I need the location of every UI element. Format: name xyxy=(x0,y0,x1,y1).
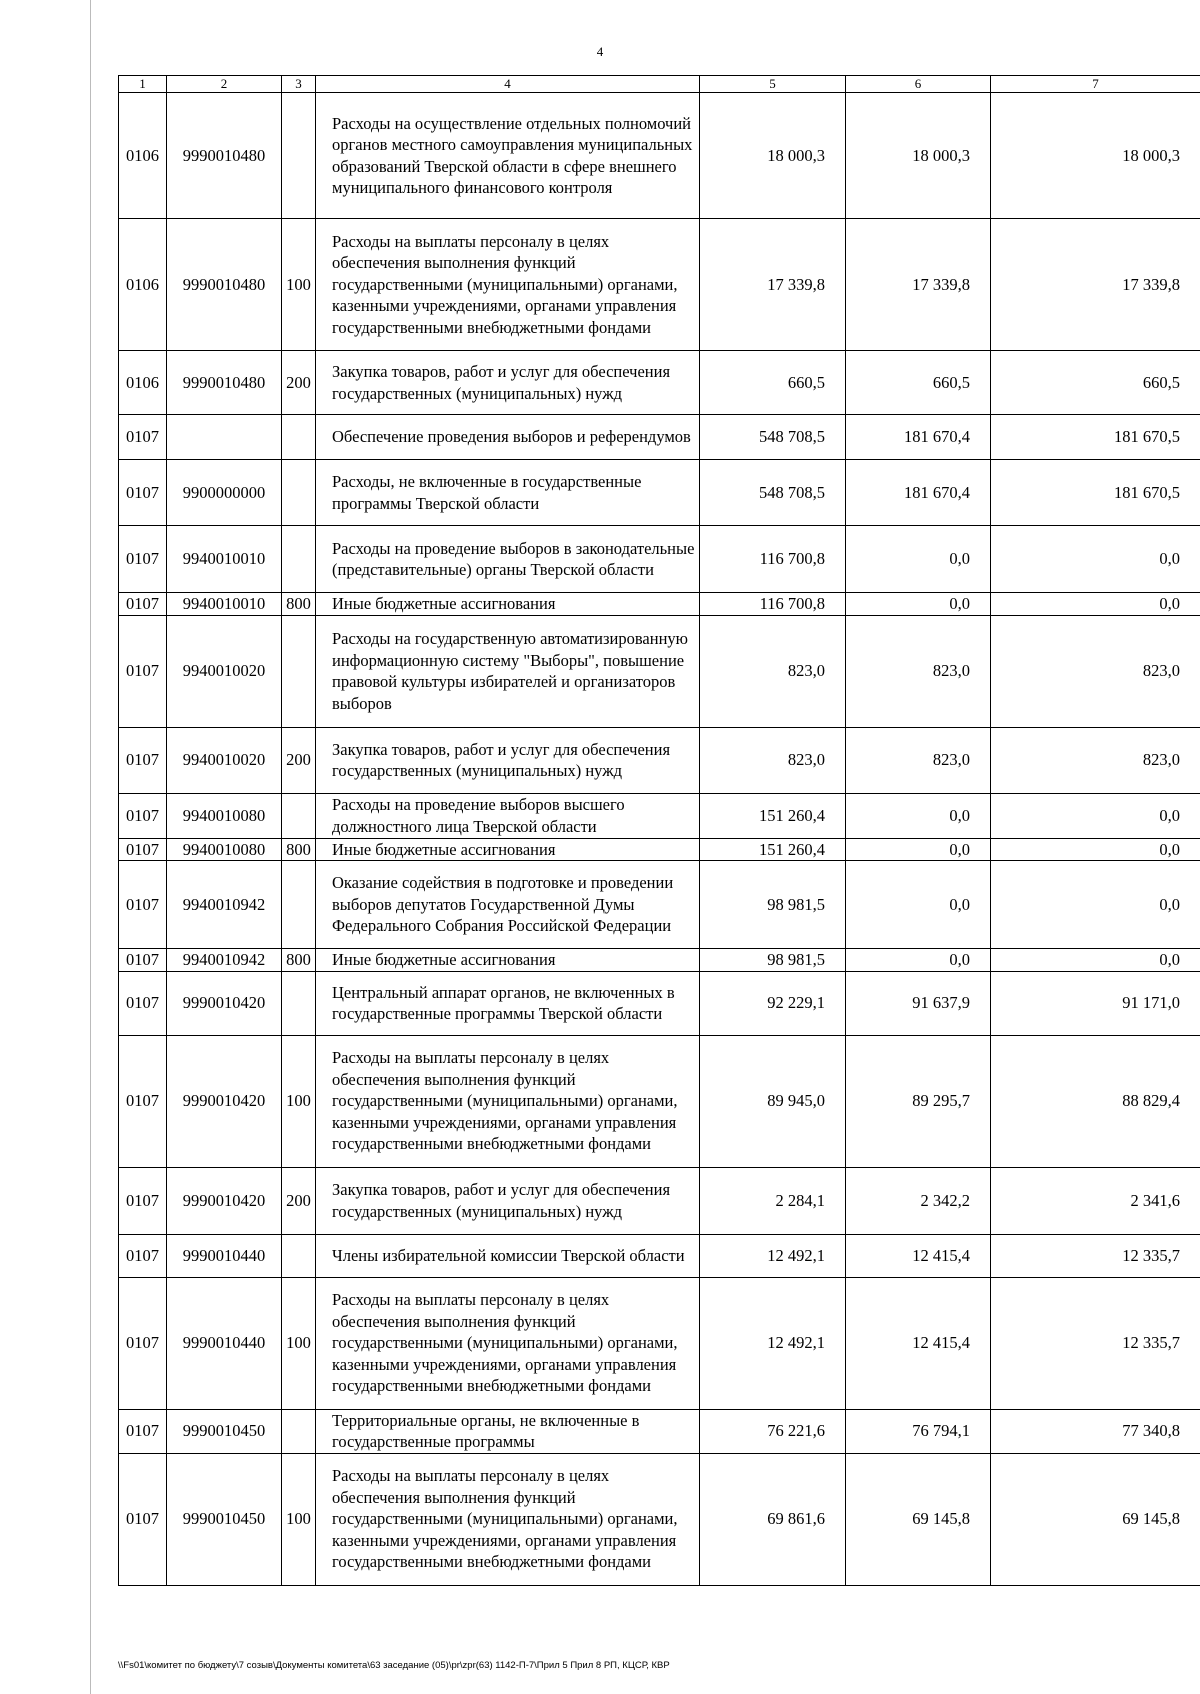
amount-cell: 823,0 xyxy=(991,615,1200,727)
expense-name-cell: Закупка товаров, работ и услуг для обеспечения государственных (муниципальных) нужд xyxy=(316,351,700,415)
amount-cell: 12 335,7 xyxy=(991,1234,1200,1277)
expense-type-cell: 800 xyxy=(282,593,316,616)
amount-cell: 76 794,1 xyxy=(846,1409,991,1453)
target-article-cell: 9990010440 xyxy=(167,1277,282,1409)
amount-cell: 116 700,8 xyxy=(700,526,846,593)
expense-name-cell: Расходы на выплаты персоналу в целях обеспечения выполнения функций государственными (муниципальными) органами, казенными учреждениями, органами управления государственными внебюджетными фондами xyxy=(316,1277,700,1409)
amount-cell: 12 335,7 xyxy=(991,1277,1200,1409)
section-code-cell: 0107 xyxy=(119,526,167,593)
amount-cell: 823,0 xyxy=(846,615,991,727)
section-code-cell: 0107 xyxy=(119,1035,167,1167)
table-row xyxy=(119,1453,1200,1585)
expense-type-cell xyxy=(282,615,316,727)
expense-type-cell xyxy=(282,861,316,949)
amount-cell: 548 708,5 xyxy=(700,415,846,460)
expense-name-cell: Центральный аппарат органов, не включенных в государственные программы Тверской области xyxy=(316,971,700,1035)
amount-cell: 660,5 xyxy=(700,351,846,415)
amount-cell: 91 637,9 xyxy=(846,971,991,1035)
table-row xyxy=(119,615,1200,727)
table-row xyxy=(119,793,1200,838)
section-code-cell: 0107 xyxy=(119,615,167,727)
table-row xyxy=(119,838,1200,861)
amount-cell: 0,0 xyxy=(846,526,991,593)
table-row xyxy=(119,460,1200,526)
expense-type-cell: 200 xyxy=(282,727,316,793)
amount-cell: 12 492,1 xyxy=(700,1277,846,1409)
section-code-cell: 0107 xyxy=(119,1409,167,1453)
section-code-cell: 0107 xyxy=(119,593,167,616)
amount-cell: 17 339,8 xyxy=(700,219,846,351)
section-code-cell: 0107 xyxy=(119,861,167,949)
section-code-cell: 0107 xyxy=(119,1453,167,1585)
amount-cell: 0,0 xyxy=(846,861,991,949)
table-row xyxy=(119,971,1200,1035)
expense-type-cell xyxy=(282,93,316,219)
expense-type-cell xyxy=(282,1409,316,1453)
expense-type-cell xyxy=(282,1234,316,1277)
target-article-cell: 9940010080 xyxy=(167,838,282,861)
amount-cell: 2 341,6 xyxy=(991,1167,1200,1234)
amount-cell: 151 260,4 xyxy=(700,838,846,861)
footer-file-path: \\Fs01\комитет по бюджету\7 созыв\Документы комитета\63 заседание (05)\pr\zpr(63) 1142-П-7\Прил 5 Прил 8 РП, КЦСР, КВР xyxy=(118,1660,670,1671)
target-article-cell: 9940010080 xyxy=(167,793,282,838)
amount-cell: 88 829,4 xyxy=(991,1035,1200,1167)
target-article-cell: 9990010480 xyxy=(167,219,282,351)
amount-cell: 92 229,1 xyxy=(700,971,846,1035)
column-header: 7 xyxy=(991,76,1200,93)
expense-type-cell: 100 xyxy=(282,1277,316,1409)
expense-name-cell: Расходы на проведение выборов в законодательные (представительные) органы Тверской области xyxy=(316,526,700,593)
target-article-cell: 9990010420 xyxy=(167,1167,282,1234)
section-code-cell: 0107 xyxy=(119,727,167,793)
amount-cell: 823,0 xyxy=(846,727,991,793)
expense-type-cell xyxy=(282,971,316,1035)
amount-cell: 0,0 xyxy=(991,838,1200,861)
amount-cell: 0,0 xyxy=(991,861,1200,949)
expense-name-cell: Территориальные органы, не включенные в государственные программы xyxy=(316,1409,700,1453)
table-row xyxy=(119,1234,1200,1277)
amount-cell: 12 492,1 xyxy=(700,1234,846,1277)
expense-type-cell xyxy=(282,793,316,838)
target-article-cell: 9940010010 xyxy=(167,526,282,593)
expense-name-cell: Иные бюджетные ассигнования xyxy=(316,593,700,616)
expense-name-cell: Оказание содействия в подготовке и проведении выборов депутатов Государственной Думы Федерального Собрания Российской Федерации xyxy=(316,861,700,949)
amount-cell: 17 339,8 xyxy=(846,219,991,351)
amount-cell: 0,0 xyxy=(846,593,991,616)
column-header-row xyxy=(119,76,1200,93)
target-article-cell: 9990010420 xyxy=(167,1035,282,1167)
amount-cell: 89 945,0 xyxy=(700,1035,846,1167)
table-row xyxy=(119,219,1200,351)
expense-name-cell: Расходы на проведение выборов высшего должностного лица Тверской области xyxy=(316,793,700,838)
expense-name-cell: Закупка товаров, работ и услуг для обеспечения государственных (муниципальных) нужд xyxy=(316,1167,700,1234)
section-code-cell: 0106 xyxy=(119,93,167,219)
amount-cell: 181 670,4 xyxy=(846,415,991,460)
amount-cell: 18 000,3 xyxy=(991,93,1200,219)
target-article-cell: 9940010942 xyxy=(167,861,282,949)
section-code-cell: 0107 xyxy=(119,1277,167,1409)
expense-name-cell: Обеспечение проведения выборов и референдумов xyxy=(316,415,700,460)
amount-cell: 12 415,4 xyxy=(846,1277,991,1409)
amount-cell: 660,5 xyxy=(991,351,1200,415)
amount-cell: 69 861,6 xyxy=(700,1453,846,1585)
amount-cell: 0,0 xyxy=(991,949,1200,972)
amount-cell: 89 295,7 xyxy=(846,1035,991,1167)
column-header: 3 xyxy=(282,76,316,93)
table-row xyxy=(119,593,1200,616)
amount-cell: 151 260,4 xyxy=(700,793,846,838)
expense-type-cell xyxy=(282,415,316,460)
amount-cell: 2 284,1 xyxy=(700,1167,846,1234)
amount-cell: 18 000,3 xyxy=(700,93,846,219)
target-article-cell: 9990010440 xyxy=(167,1234,282,1277)
section-code-cell: 0107 xyxy=(119,793,167,838)
column-header: 1 xyxy=(119,76,167,93)
target-article-cell: 9990010480 xyxy=(167,351,282,415)
column-header: 6 xyxy=(846,76,991,93)
table-row xyxy=(119,1035,1200,1167)
amount-cell: 2 342,2 xyxy=(846,1167,991,1234)
amount-cell: 181 670,4 xyxy=(846,460,991,526)
target-article-cell: 9900000000 xyxy=(167,460,282,526)
expense-type-cell: 800 xyxy=(282,949,316,972)
table-row xyxy=(119,351,1200,415)
expense-name-cell: Расходы на государственную автоматизированную информационную систему "Выборы", повышение правовой культуры избирателей и организаторов выборов xyxy=(316,615,700,727)
column-header: 4 xyxy=(316,76,700,93)
expense-name-cell: Расходы на выплаты персоналу в целях обеспечения выполнения функций государственными (муниципальными) органами, казенными учреждениями, органами управления государственными внебюджетными фондами xyxy=(316,1453,700,1585)
amount-cell: 69 145,8 xyxy=(846,1453,991,1585)
amount-cell: 823,0 xyxy=(700,615,846,727)
section-code-cell: 0106 xyxy=(119,219,167,351)
amount-cell: 116 700,8 xyxy=(700,593,846,616)
target-article-cell: 9940010010 xyxy=(167,593,282,616)
expense-type-cell: 200 xyxy=(282,351,316,415)
amount-cell: 0,0 xyxy=(846,838,991,861)
section-code-cell: 0107 xyxy=(119,415,167,460)
margin-line xyxy=(90,0,91,1694)
amount-cell: 77 340,8 xyxy=(991,1409,1200,1453)
table-row xyxy=(119,861,1200,949)
expense-name-cell: Закупка товаров, работ и услуг для обеспечения государственных (муниципальных) нужд xyxy=(316,727,700,793)
table-body xyxy=(119,76,1200,1586)
expense-name-cell: Расходы, не включенные в государственные программы Тверской области xyxy=(316,460,700,526)
budget-table xyxy=(118,75,1200,1586)
target-article-cell: 9990010450 xyxy=(167,1453,282,1585)
expense-name-cell: Члены избирательной комиссии Тверской области xyxy=(316,1234,700,1277)
target-article-cell xyxy=(167,415,282,460)
expense-type-cell: 800 xyxy=(282,838,316,861)
section-code-cell: 0107 xyxy=(119,460,167,526)
amount-cell: 69 145,8 xyxy=(991,1453,1200,1585)
amount-cell: 18 000,3 xyxy=(846,93,991,219)
amount-cell: 98 981,5 xyxy=(700,949,846,972)
expense-name-cell: Расходы на выплаты персоналу в целях обеспечения выполнения функций государственными (муниципальными) органами, казенными учреждениями, органами управления государственными внебюджетными фондами xyxy=(316,219,700,351)
target-article-cell: 9990010420 xyxy=(167,971,282,1035)
amount-cell: 181 670,5 xyxy=(991,415,1200,460)
table-row xyxy=(119,1167,1200,1234)
amount-cell: 76 221,6 xyxy=(700,1409,846,1453)
section-code-cell: 0107 xyxy=(119,971,167,1035)
table-row xyxy=(119,526,1200,593)
amount-cell: 98 981,5 xyxy=(700,861,846,949)
expense-name-cell: Расходы на выплаты персоналу в целях обеспечения выполнения функций государственными (муниципальными) органами, казенными учреждениями, органами управления государственными внебюджетными фондами xyxy=(316,1035,700,1167)
amount-cell: 660,5 xyxy=(846,351,991,415)
expense-type-cell: 100 xyxy=(282,219,316,351)
page-number: 4 xyxy=(596,44,604,59)
expense-name-cell: Иные бюджетные ассигнования xyxy=(316,949,700,972)
table-row xyxy=(119,727,1200,793)
expense-type-cell xyxy=(282,460,316,526)
table-row xyxy=(119,415,1200,460)
amount-cell: 823,0 xyxy=(991,727,1200,793)
expense-type-cell xyxy=(282,526,316,593)
target-article-cell: 9940010942 xyxy=(167,949,282,972)
amount-cell: 181 670,5 xyxy=(991,460,1200,526)
section-code-cell: 0107 xyxy=(119,1167,167,1234)
amount-cell: 823,0 xyxy=(700,727,846,793)
column-header: 2 xyxy=(167,76,282,93)
amount-cell: 0,0 xyxy=(846,949,991,972)
table-row xyxy=(119,1409,1200,1453)
amount-cell: 548 708,5 xyxy=(700,460,846,526)
amount-cell: 17 339,8 xyxy=(991,219,1200,351)
amount-cell: 91 171,0 xyxy=(991,971,1200,1035)
section-code-cell: 0107 xyxy=(119,949,167,972)
table-row xyxy=(119,949,1200,972)
expense-type-cell: 100 xyxy=(282,1035,316,1167)
amount-cell: 0,0 xyxy=(991,526,1200,593)
section-code-cell: 0107 xyxy=(119,1234,167,1277)
amount-cell: 12 415,4 xyxy=(846,1234,991,1277)
target-article-cell: 9990010450 xyxy=(167,1409,282,1453)
table-row xyxy=(119,1277,1200,1409)
section-code-cell: 0106 xyxy=(119,351,167,415)
expense-name-cell: Расходы на осуществление отдельных полномочий органов местного самоуправления муниципальных образований Тверской области в сфере внешнего муниципального финансового контроля xyxy=(316,93,700,219)
column-header: 5 xyxy=(700,76,846,93)
table-row xyxy=(119,93,1200,219)
amount-cell: 0,0 xyxy=(991,593,1200,616)
expense-type-cell: 200 xyxy=(282,1167,316,1234)
amount-cell: 0,0 xyxy=(846,793,991,838)
expense-type-cell: 100 xyxy=(282,1453,316,1585)
amount-cell: 0,0 xyxy=(991,793,1200,838)
target-article-cell: 9940010020 xyxy=(167,615,282,727)
target-article-cell: 9940010020 xyxy=(167,727,282,793)
section-code-cell: 0107 xyxy=(119,838,167,861)
target-article-cell: 9990010480 xyxy=(167,93,282,219)
expense-name-cell: Иные бюджетные ассигнования xyxy=(316,838,700,861)
